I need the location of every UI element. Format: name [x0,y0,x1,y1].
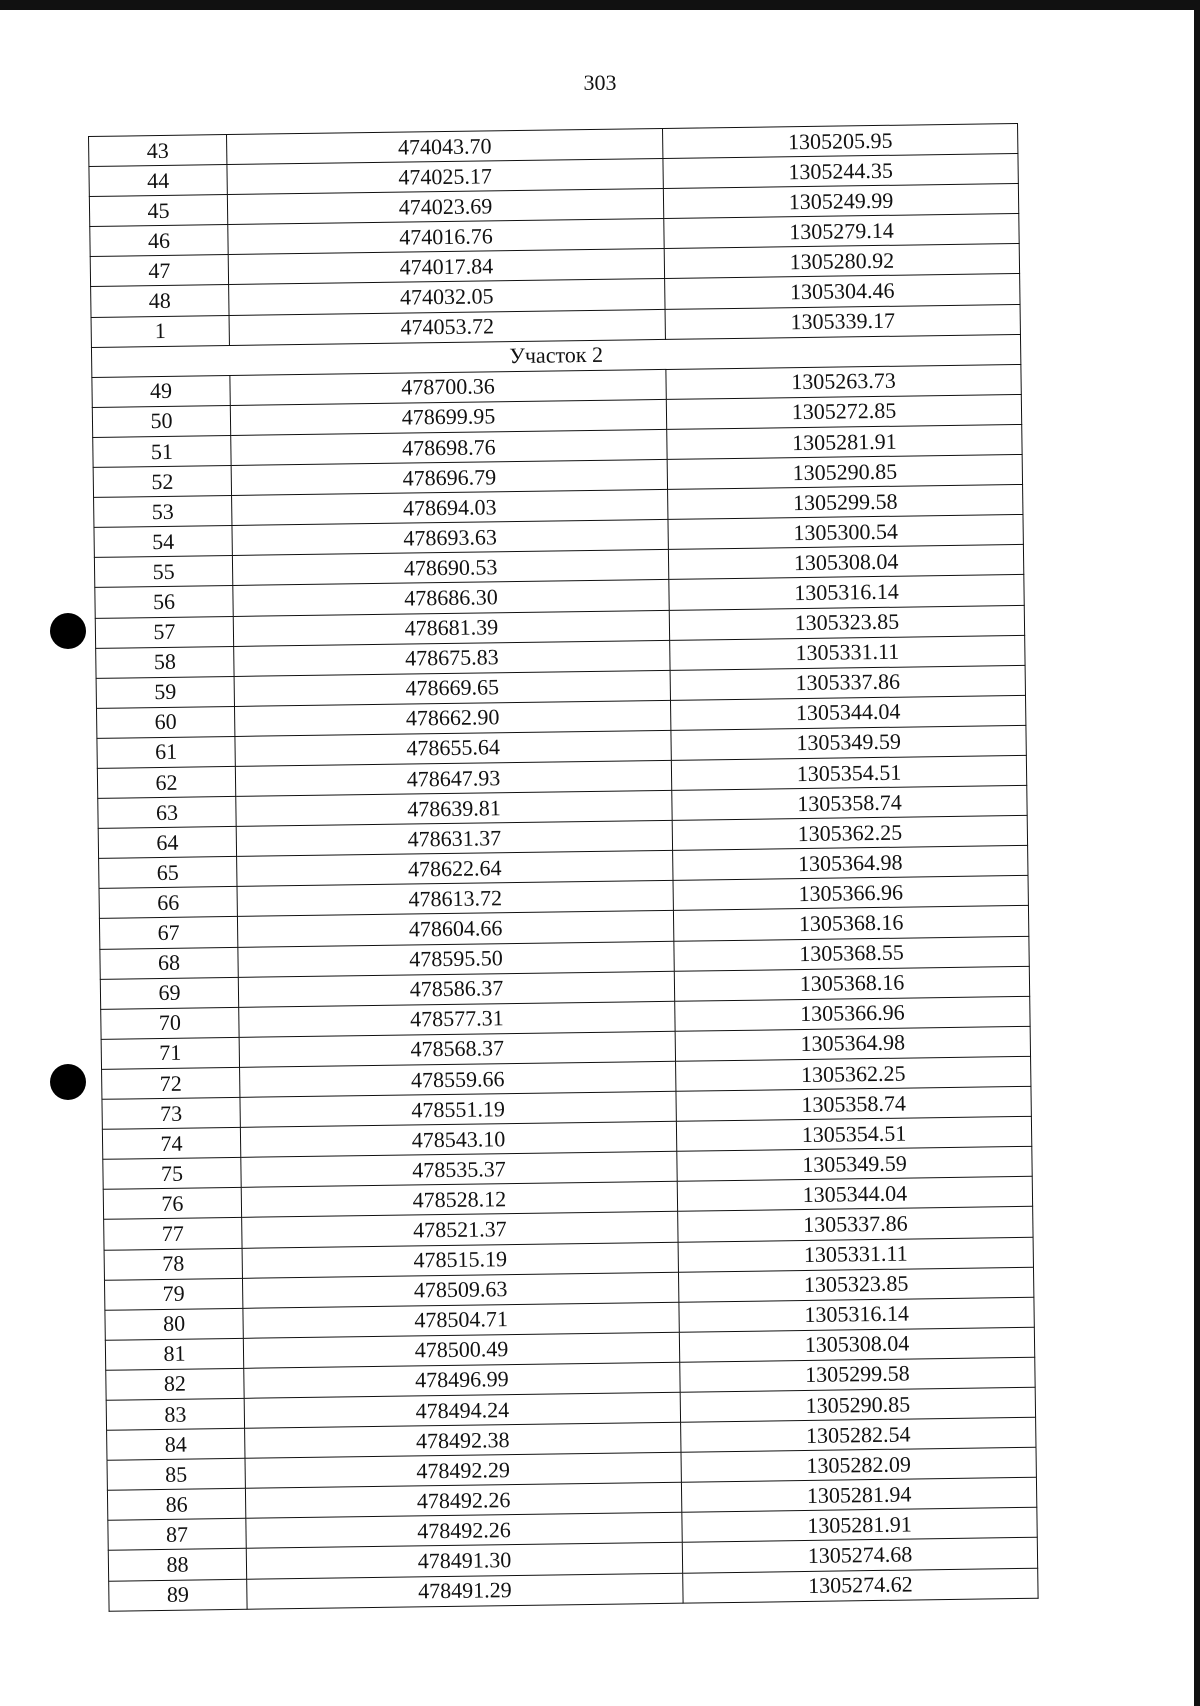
x-coordinate-cell: 474053.72 [229,309,665,345]
y-coordinate-cell: 1305279.14 [664,214,1019,249]
y-coordinate-cell: 1305290.85 [680,1387,1035,1422]
coordinates-table-body-part-1 [89,124,1021,348]
y-coordinate-cell: 1305368.16 [673,906,1028,941]
x-coordinate-cell: 474016.76 [228,219,664,255]
y-coordinate-cell: 1305358.74 [672,786,1027,821]
y-coordinate-cell: 1305323.85 [669,605,1024,640]
point-number-cell: 61 [97,736,235,768]
point-number-cell: 82 [106,1368,244,1400]
point-number-cell: 57 [95,616,233,648]
y-coordinate-cell: 1305344.04 [670,695,1025,730]
x-coordinate-cell: 478690.53 [232,550,668,586]
point-number-cell: 89 [109,1579,247,1611]
x-coordinate-cell: 478500.49 [243,1332,679,1368]
point-number-cell: 51 [93,435,231,467]
y-coordinate-cell: 1305366.96 [675,996,1030,1031]
x-coordinate-cell: 478491.30 [246,1543,682,1579]
y-coordinate-cell: 1305323.85 [678,1267,1033,1302]
coordinates-table [88,123,1039,1612]
y-coordinate-cell: 1305362.25 [676,1056,1031,1091]
point-number-cell: 73 [102,1097,240,1129]
x-coordinate-cell: 478496.99 [244,1362,680,1398]
y-coordinate-cell: 1305358.74 [676,1086,1031,1121]
y-coordinate-cell: 1305354.51 [676,1116,1031,1151]
y-coordinate-cell: 1305308.04 [679,1327,1034,1362]
y-coordinate-cell: 1305308.04 [668,545,1023,580]
point-number-cell: 85 [107,1458,245,1490]
x-coordinate-cell: 478700.36 [230,369,666,405]
point-number-cell: 54 [94,526,232,558]
y-coordinate-cell: 1305331.11 [678,1237,1033,1272]
x-coordinate-cell: 478696.79 [231,459,667,495]
point-number-cell: 62 [97,766,235,798]
point-number-cell: 55 [94,556,232,588]
point-number-cell: 43 [89,135,227,167]
y-coordinate-cell: 1305290.85 [667,455,1022,490]
page-edge-top [0,0,1200,10]
point-number-cell: 1 [91,315,229,347]
x-coordinate-cell: 478639.81 [236,790,672,826]
point-number-cell: 66 [99,887,237,919]
punch-hole [50,1064,86,1100]
x-coordinate-cell: 478492.26 [245,1482,681,1518]
y-coordinate-cell: 1305364.98 [673,846,1028,881]
y-coordinate-cell: 1305205.95 [663,124,1018,159]
x-coordinate-cell: 478669.65 [234,670,670,706]
y-coordinate-cell: 1305272.85 [666,394,1021,429]
x-coordinate-cell: 478631.37 [236,821,672,857]
point-number-cell: 47 [90,255,228,287]
x-coordinate-cell: 474025.17 [227,159,663,195]
point-number-cell: 87 [108,1519,246,1551]
point-number-cell: 68 [100,947,238,979]
point-number-cell: 50 [92,405,230,437]
y-coordinate-cell: 1305331.11 [670,635,1025,670]
point-number-cell: 83 [106,1398,244,1430]
y-coordinate-cell: 1305364.98 [675,1026,1030,1061]
x-coordinate-cell: 478568.37 [239,1031,675,1067]
x-coordinate-cell: 478694.03 [232,490,668,526]
y-coordinate-cell: 1305282.09 [681,1447,1036,1482]
x-coordinate-cell: 478535.37 [241,1152,677,1188]
point-number-cell: 76 [103,1188,241,1220]
y-coordinate-cell: 1305344.04 [677,1177,1032,1212]
x-coordinate-cell: 478577.31 [239,1001,675,1037]
x-coordinate-cell: 474017.84 [228,249,664,285]
point-number-cell: 67 [99,917,237,949]
y-coordinate-cell: 1305316.14 [669,575,1024,610]
point-number-cell: 58 [96,646,234,678]
x-coordinate-cell: 474043.70 [227,128,663,164]
coordinates-table-body-part-2 [92,364,1038,1611]
point-number-cell: 77 [104,1218,242,1250]
x-coordinate-cell: 474032.05 [229,279,665,315]
y-coordinate-cell: 1305368.55 [674,936,1029,971]
point-number-cell: 64 [98,827,236,859]
y-coordinate-cell: 1305282.54 [681,1417,1036,1452]
x-coordinate-cell: 478492.38 [245,1422,681,1458]
x-coordinate-cell: 478698.76 [231,429,667,465]
y-coordinate-cell: 1305349.59 [677,1147,1032,1182]
page-edge-right [1194,0,1200,1706]
punch-hole [50,613,86,649]
x-coordinate-cell: 478515.19 [242,1242,678,1278]
point-number-cell: 49 [92,375,230,407]
x-coordinate-cell: 478693.63 [232,520,668,556]
point-number-cell: 56 [95,586,233,618]
y-coordinate-cell: 1305274.68 [682,1538,1037,1573]
y-coordinate-cell: 1305281.94 [681,1478,1036,1513]
y-coordinate-cell: 1305366.96 [673,876,1028,911]
y-coordinate-cell: 1305281.91 [667,424,1022,459]
x-coordinate-cell: 478622.64 [237,851,673,887]
y-coordinate-cell: 1305299.58 [680,1357,1035,1392]
y-coordinate-cell: 1305337.86 [670,665,1025,700]
point-number-cell: 52 [93,466,231,498]
section-title: Участок 2 [91,334,1020,377]
x-coordinate-cell: 474023.69 [227,189,663,225]
point-number-cell: 78 [104,1248,242,1280]
y-coordinate-cell: 1305316.14 [679,1297,1034,1332]
x-coordinate-cell: 478681.39 [233,610,669,646]
point-number-cell: 80 [105,1308,243,1340]
x-coordinate-cell: 478655.64 [235,730,671,766]
y-coordinate-cell: 1305337.86 [678,1207,1033,1242]
x-coordinate-cell: 478521.37 [242,1212,678,1248]
point-number-cell: 48 [91,285,229,317]
point-number-cell: 79 [104,1278,242,1310]
y-coordinate-cell: 1305368.16 [674,966,1029,1001]
x-coordinate-cell: 478543.10 [240,1121,676,1157]
x-coordinate-cell: 478492.29 [245,1452,681,1488]
point-number-cell: 84 [107,1428,245,1460]
x-coordinate-cell: 478675.83 [234,640,670,676]
y-coordinate-cell: 1305263.73 [666,364,1021,399]
x-coordinate-cell: 478559.66 [240,1061,676,1097]
point-number-cell: 86 [107,1489,245,1521]
x-coordinate-cell: 478595.50 [238,941,674,977]
page-number: 303 [583,70,617,95]
y-coordinate-cell: 1305362.25 [672,816,1027,851]
point-number-cell: 81 [105,1338,243,1370]
point-number-cell: 71 [101,1037,239,1069]
point-number-cell: 46 [90,225,228,257]
x-coordinate-cell: 478504.71 [243,1302,679,1338]
y-coordinate-cell: 1305280.92 [664,244,1019,279]
point-number-cell: 59 [96,676,234,708]
x-coordinate-cell: 478647.93 [235,760,671,796]
y-coordinate-cell: 1305274.62 [683,1568,1038,1603]
x-coordinate-cell: 478586.37 [238,971,674,1007]
y-coordinate-cell: 1305300.54 [668,515,1023,550]
x-coordinate-cell: 478604.66 [237,911,673,947]
y-coordinate-cell: 1305354.51 [671,755,1026,790]
y-coordinate-cell: 1305349.59 [671,725,1026,760]
point-number-cell: 63 [98,797,236,829]
x-coordinate-cell: 478528.12 [241,1182,677,1218]
point-number-cell: 70 [101,1007,239,1039]
y-coordinate-cell: 1305339.17 [665,304,1020,339]
x-coordinate-cell: 478686.30 [233,580,669,616]
y-coordinate-cell: 1305244.35 [663,154,1018,189]
point-number-cell: 53 [94,496,232,528]
y-coordinate-cell: 1305249.99 [663,184,1018,219]
point-number-cell: 60 [96,706,234,738]
x-coordinate-cell: 478662.90 [234,700,670,736]
x-coordinate-cell: 478491.29 [247,1573,683,1610]
x-coordinate-cell: 478699.95 [230,399,666,435]
y-coordinate-cell: 1305304.46 [665,274,1020,309]
point-number-cell: 74 [102,1128,240,1160]
point-number-cell: 88 [108,1549,246,1581]
y-coordinate-cell: 1305281.91 [682,1508,1037,1543]
x-coordinate-cell: 478494.24 [244,1392,680,1428]
point-number-cell: 65 [99,857,237,889]
point-number-cell: 44 [89,165,227,197]
point-number-cell: 69 [100,977,238,1009]
x-coordinate-cell: 478509.63 [242,1272,678,1308]
x-coordinate-cell: 478492.26 [246,1513,682,1549]
y-coordinate-cell: 1305299.58 [668,485,1023,520]
point-number-cell: 45 [89,195,227,227]
x-coordinate-cell: 478551.19 [240,1091,676,1127]
point-number-cell: 75 [103,1158,241,1190]
x-coordinate-cell: 478613.72 [237,881,673,917]
point-number-cell: 72 [102,1067,240,1099]
